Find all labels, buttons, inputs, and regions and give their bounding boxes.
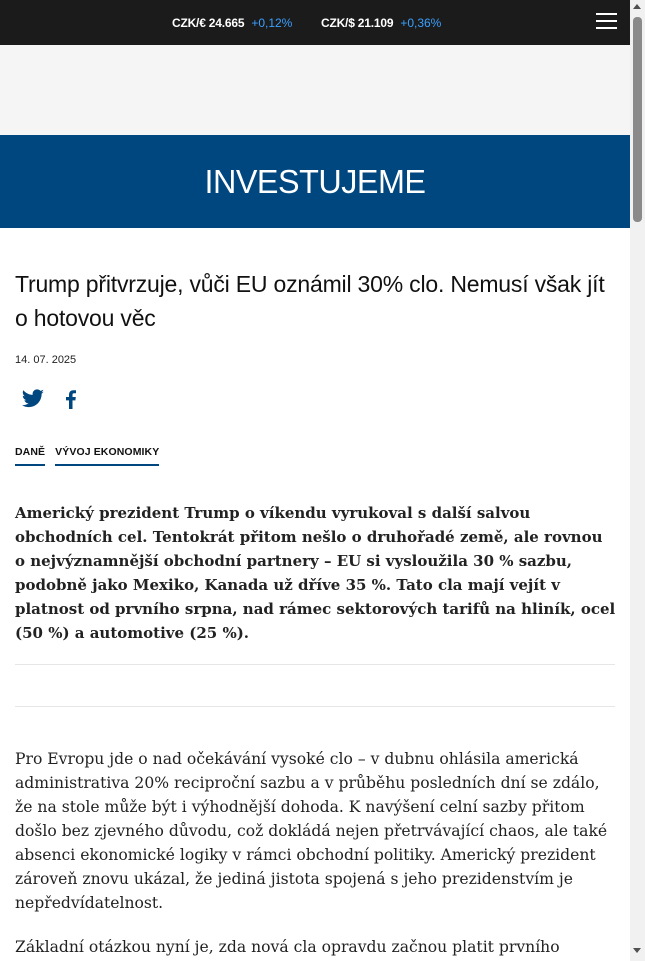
tag-vyvoj-ekonomiky[interactable]: VÝVOJ EKONOMIKY bbox=[55, 446, 159, 466]
article-paragraph: Pro Evropu jde o nad očekávání vysoké clo – v dubnu ohlásila americká administrativa 20% reciproční sazbu a v průběhu posledních dní se zdálo, že na stole může být i výhodnější dohoda. K navýšení celní sazby přitom došlo bez zjevného důvodu, což dokládá nejen přetrvávající chaos, ale také absenci ekonomické logiky v rámci obchodní politiky. Americký prezident zároveň znovu ukázal, že jediná jistota spojená s jeho prezidenstvím je nepředvídatelnost. bbox=[15, 750, 608, 912]
article-perex: Americký prezident Trump o víkendu vyrukoval s další salvou obchodních cel. Tentokrát přitom nešlo o druhořadé země, ale rovnou o nejvýznamnější obchodní partnery – EU si vysloužila 30 % sazbu, podobně jako Mexiko, Kanada už dříve 35 %. Tato cla mají vejít v platnost od prvního srpna, nad rámec sektorových tarifů na hliník, ocel (50 %) a automotive (25 %). bbox=[15, 504, 616, 642]
ticker-pair: CZK/€ 24.665 bbox=[172, 15, 245, 30]
article-date: 14. 07. 2025 bbox=[15, 354, 77, 366]
ticker-usd bbox=[321, 0, 441, 45]
ad-space bbox=[0, 45, 630, 135]
tag-dane[interactable]: DANĚ bbox=[15, 446, 45, 466]
ticker-pair: CZK/$ 21.109 bbox=[321, 15, 394, 30]
divider bbox=[15, 706, 615, 707]
hamburger-menu-icon[interactable] bbox=[596, 13, 617, 32]
article-paragraph: Základní otázkou nyní je, zda nová cla opravdu začnou platit prvního bbox=[15, 938, 560, 956]
ticker-change: +0,12% bbox=[251, 15, 293, 30]
scroll-up-arrow-icon[interactable] bbox=[633, 4, 641, 9]
ticker-eur bbox=[172, 0, 292, 45]
article-title: Trump přitvrzuje, vůči EU oznámil 30% clo. Nemusí však jít o hotovou věc bbox=[15, 271, 605, 331]
article-tags bbox=[15, 446, 159, 466]
site-logo[interactable]: INVESTUJEME bbox=[204, 163, 426, 200]
divider bbox=[15, 664, 615, 665]
top-bar bbox=[0, 0, 630, 45]
scroll-down-arrow-icon[interactable] bbox=[633, 948, 641, 953]
ticker-change: +0,36% bbox=[400, 15, 442, 30]
scrollbar-thumb[interactable] bbox=[633, 17, 642, 222]
twitter-icon[interactable] bbox=[21, 387, 45, 411]
facebook-icon[interactable] bbox=[59, 387, 83, 411]
